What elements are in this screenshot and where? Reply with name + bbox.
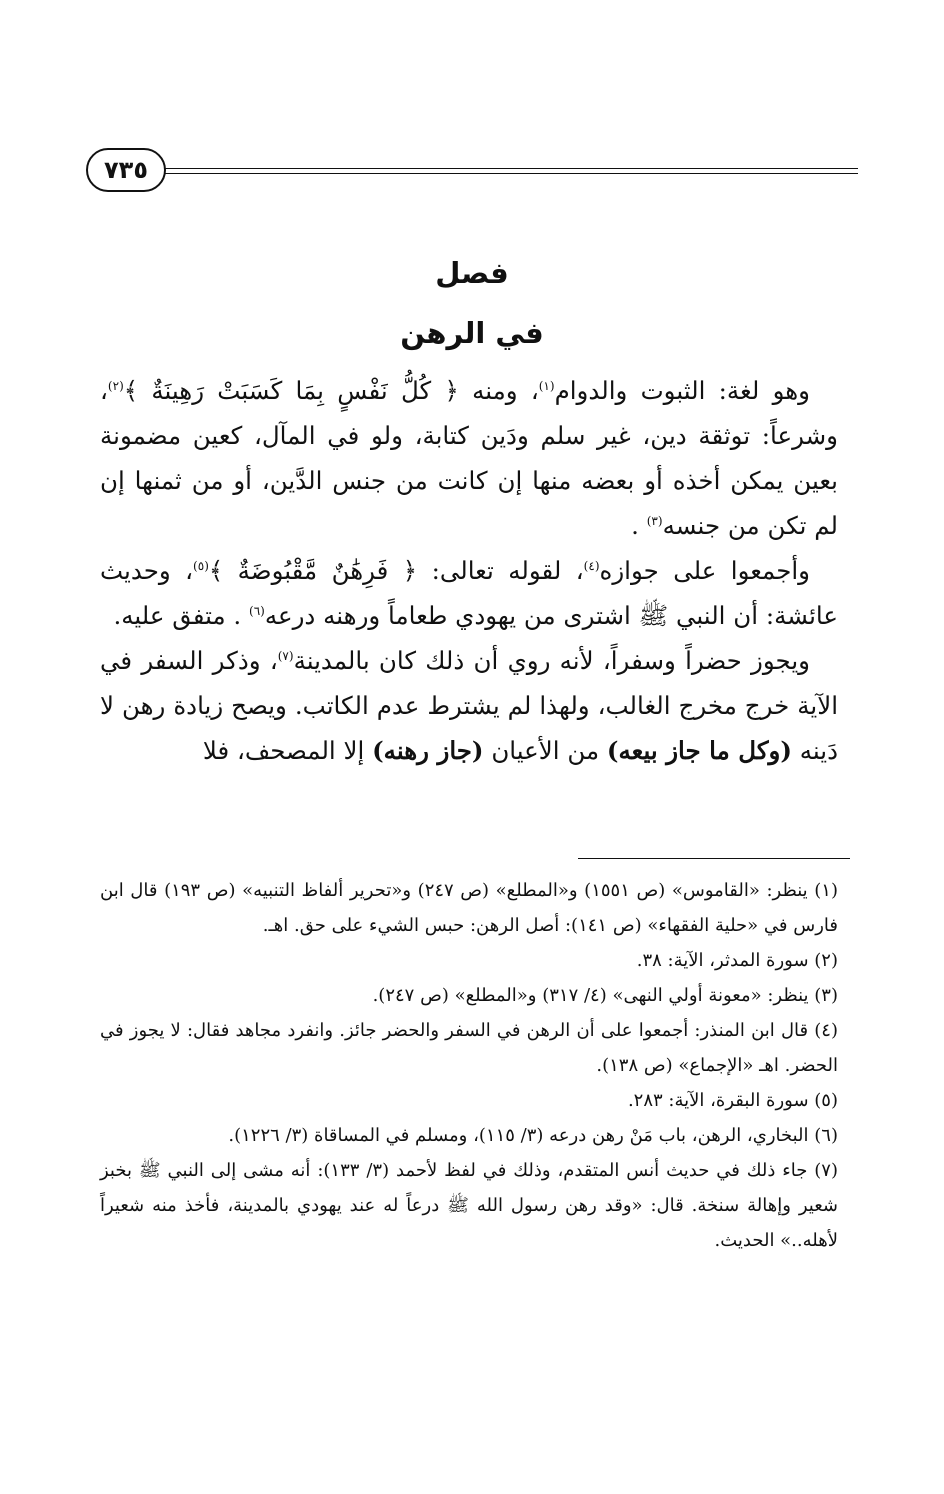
footnotes xyxy=(100,873,838,1258)
body-text-segment: من الأعيان xyxy=(483,736,607,765)
body-text-segment: ، وحديث عائشة: أن النبي ﷺ اشترى من يهودي طعاماً ورهنه درعه xyxy=(100,556,838,630)
matn-text: (جاز رهنه) xyxy=(372,736,484,765)
footnote-reference: (٤) xyxy=(583,558,600,573)
footnote-reference: (٦) xyxy=(249,603,265,618)
footnote-reference: (٣) xyxy=(646,513,663,528)
body-paragraph xyxy=(100,638,838,773)
body-text-segment: وأجمعوا على جوازه xyxy=(599,556,810,585)
footnote-item: (٦) البخاري، الرهن، باب مَنْ رهن درعه (٣/ ١١٥)، ومسلم في المساقاة (٣/ ١٢٢٦). xyxy=(228,1125,838,1146)
footnote-item: (٧) جاء ذلك في حديث أنس المتقدم، وذلك في لفظ لأحمد (٣/ ١٣٣): أنه مشى إلى النبي ﷺ بخبز شعير وإهالة سنخة. قال: «وقد رهن رسول الله ﷺ درعاً له عند يهودي بالمدينة، فأخذ منه شعيراً لأهله..» الحديث. xyxy=(100,1160,838,1251)
body-text-segment: . xyxy=(631,511,647,540)
footnote-item: (٥) سورة البقرة، الآية: ٢٨٣. xyxy=(627,1090,838,1111)
footnote-reference: (٧) xyxy=(277,648,294,663)
footnote-item: (١) ينظر: «القاموس» (ص ١٥٥١) و«المطلع» (ص ٢٤٧) و«تحرير ألفاظ التنبيه» (ص ١٩٣) قال ابن فارس في «حلية الفقهاء» (ص ١٤١): أصل الرهن: حبس الشيء على حق. اهـ. xyxy=(100,880,838,936)
footnote-reference: (١) xyxy=(538,378,555,393)
body-text-segment: . متفق عليه. xyxy=(113,601,250,630)
page-header xyxy=(86,148,864,192)
main-text xyxy=(100,368,838,773)
body-paragraph xyxy=(100,368,838,548)
footnote-reference: (٥) xyxy=(193,558,209,573)
footnote-item: (٤) قال ابن المنذر: أجمعوا على أن الرهن في السفر والحضر جائز. وانفرد مجاهد فقال: لا يجوز في الحضر. اهـ «الإجماع» (ص ١٣٨). xyxy=(100,1020,838,1076)
body-text-segment: ، ومنه ﴿ كُلُّ نَفْسٍ بِمَا كَسَبَتْ رَهِينَةٌ ﴾ xyxy=(123,376,539,405)
body-text-segment: ، لقوله تعالى: ﴿ فَرِهَٰنٌ مَّقْبُوضَةٌ ﴾ xyxy=(208,556,584,585)
header-rule xyxy=(156,168,858,169)
body-text-segment: ، وذكر السفر في الآية خرج مخرج الغالب، ولهذا لم يشترط عدم الكاتب. ويصح زيادة رهن لا دَينه xyxy=(100,646,838,765)
footnote-item: (٣) ينظر: «معونة أولي النهى» (٤/ ٣١٧) و«المطلع» (ص ٢٤٧). xyxy=(372,985,838,1006)
body-text-segment: إلا المصحف، فلا xyxy=(202,736,373,765)
matn-text: (وكل ما جاز بيعه) xyxy=(606,736,792,765)
header-rule-double xyxy=(156,173,858,174)
body-text-segment: وهو لغة: الثبوت والدوام xyxy=(554,376,810,405)
body-paragraph xyxy=(100,548,838,638)
footnote-item: (٢) سورة المدثر، الآية: ٣٨. xyxy=(636,950,838,971)
body-text-segment: ويجوز حضراً وسفراً، لأنه روي أن ذلك كان بالمدينة xyxy=(293,646,810,675)
body-text-segment: ، وشرعاً: توثقة دين، غير سلم ودَين كتابة، ولو في المآل، كعين مضمونة بعين يمكن أخذه أو بعضه منها إن كانت من جنس الدَّين، أو من ثمنها إن لم تكن من جنسه xyxy=(100,376,838,540)
footnote-reference: (٢) xyxy=(107,378,124,393)
section-heading: فصل xyxy=(435,256,509,290)
page-number: ٧٣٥ xyxy=(86,148,166,192)
section-subheading: في الرهن xyxy=(400,316,544,350)
footnote-separator xyxy=(578,858,850,859)
